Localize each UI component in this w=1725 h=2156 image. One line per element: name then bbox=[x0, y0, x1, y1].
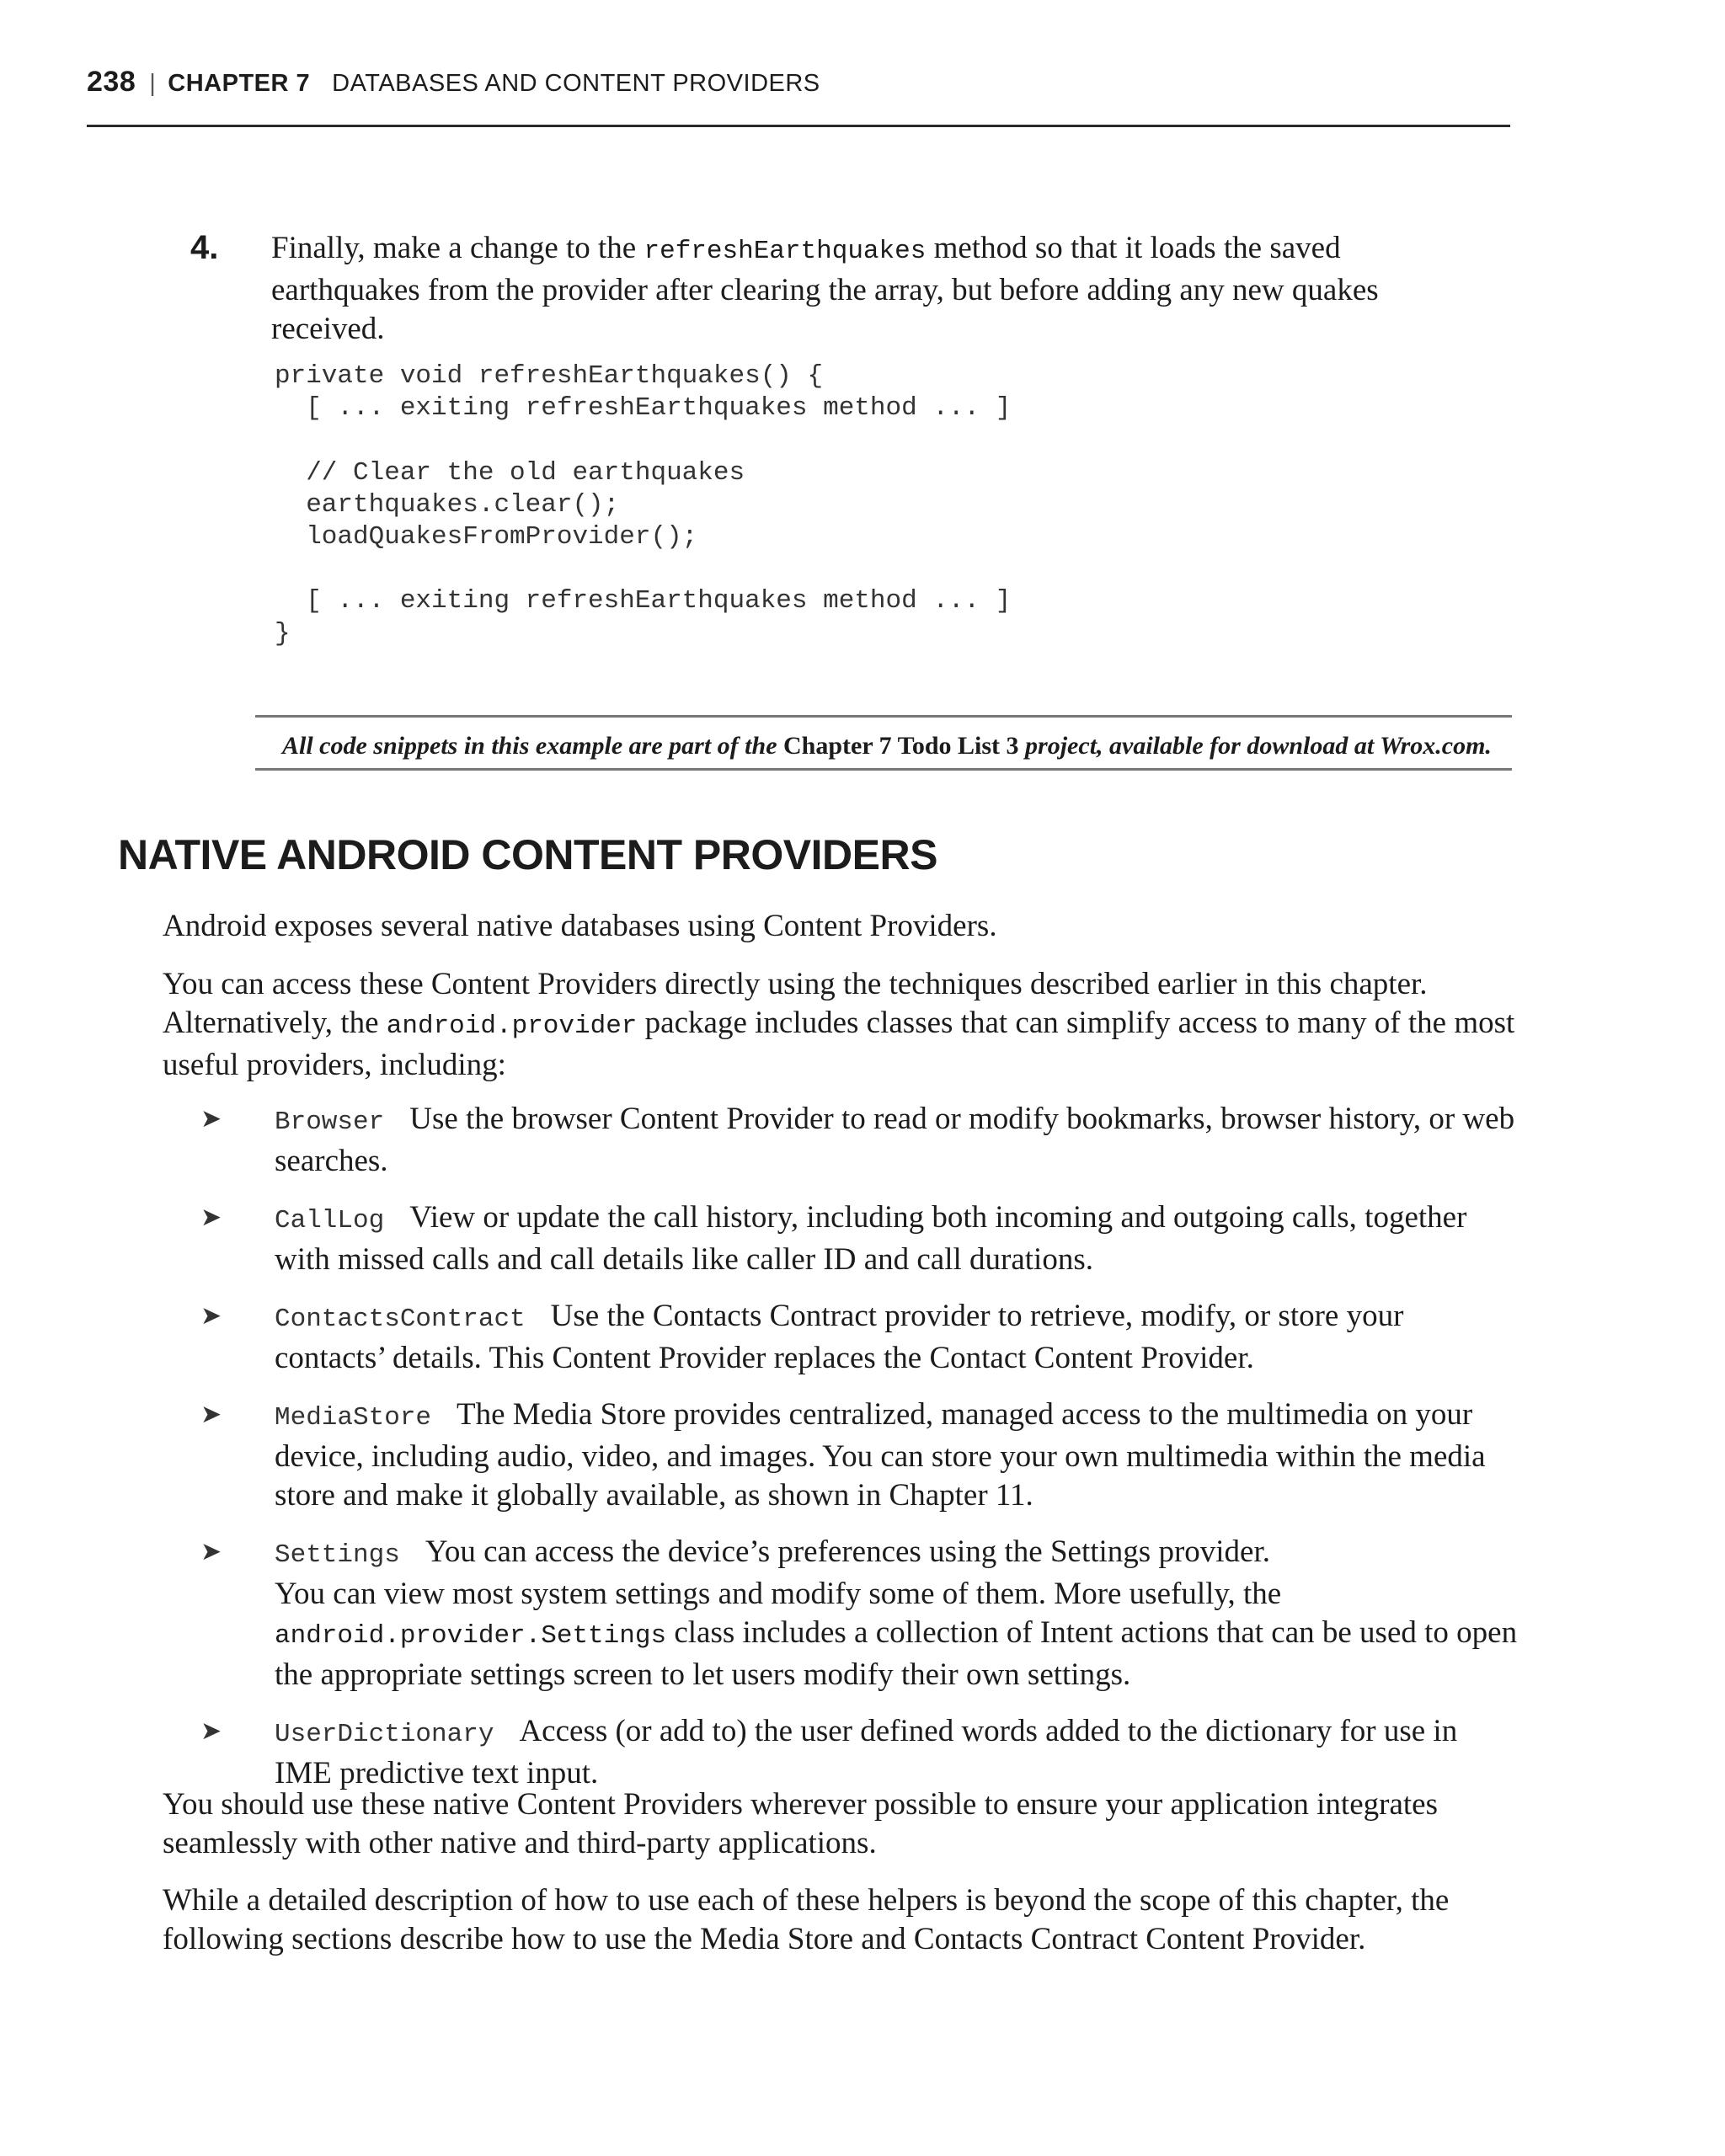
paragraph-scope: While a detailed description of how to use each of these helpers is beyond the scope of this chapter, the following sections describe how to use the Media Store and Contacts Contract Content Provider. bbox=[163, 1883, 1450, 1956]
section-heading: NATIVE ANDROID CONTENT PROVIDERS bbox=[118, 831, 937, 878]
running-head-separator: | bbox=[149, 70, 157, 97]
paragraph-access bbox=[163, 965, 1519, 1085]
provider-list bbox=[163, 1100, 1519, 1811]
arrow-bullet-icon: ➤ bbox=[200, 1203, 222, 1232]
list-item bbox=[163, 1712, 1519, 1793]
arrow-bullet-icon: ➤ bbox=[200, 1716, 222, 1746]
list-item bbox=[163, 1100, 1519, 1181]
step-text-after: method so that it loads the saved earthquakes from the provider after clearing the array, but before adding any new quakes received. bbox=[271, 231, 1379, 346]
provider-term: ContactsContract bbox=[275, 1305, 526, 1334]
provider-inline-code: android.provider.Settings bbox=[275, 1621, 667, 1651]
step-text bbox=[271, 229, 1484, 349]
note-project-name: Chapter 7 Todo List 3 bbox=[783, 732, 1019, 760]
code-listing: private void refreshEarthquakes() { [ ... exiting refreshEarthquakes method ... ] // Clear the old earthquakes earthquakes.clear(); loadQuakesFromProvider(); [ ... exiting refreshEarthquakes method ... ] } bbox=[275, 361, 1012, 648]
chapter-title: DATABASES AND CONTENT PROVIDERS bbox=[332, 70, 820, 97]
paragraph-intro: Android exposes several native databases using Content Providers. bbox=[163, 909, 997, 943]
paragraph-recommendation: You should use these native Content Providers wherever possible to ensure your application integrates seamlessly with other native and third-party applications. bbox=[163, 1787, 1438, 1860]
note-rule-top bbox=[255, 715, 1512, 718]
list-item bbox=[163, 1297, 1519, 1378]
list-item bbox=[163, 1396, 1519, 1515]
header-rule bbox=[87, 125, 1510, 127]
provider-description-end: class includes a collection of Intent actions that can be used to open the appropriate settings screen to let users modify their own settings. bbox=[275, 1615, 1518, 1692]
provider-description: View or update the call history, including both incoming and outgoing calls, together with missed calls and call details like caller ID and call durations. bbox=[275, 1200, 1467, 1277]
note-rule-bottom bbox=[255, 768, 1512, 771]
provider-description-continued: You can view most system settings and modify some of them. More usefully, the bbox=[275, 1577, 1282, 1611]
list-item bbox=[163, 1533, 1519, 1694]
provider-term: UserDictionary bbox=[275, 1720, 494, 1749]
provider-term: MediaStore bbox=[275, 1403, 432, 1433]
paragraph-access-after: package includes classes that can simplify access to many of the most useful providers, including: bbox=[163, 1006, 1515, 1082]
arrow-bullet-icon: ➤ bbox=[200, 1537, 222, 1566]
provider-description: Use the Contacts Contract provider to retrieve, modify, or store your contacts’ details. This Content Provider replaces the Contact Content Provider. bbox=[275, 1299, 1404, 1375]
provider-description: The Media Store provides centralized, managed access to the multimedia on your device, including audio, video, and images. You can store your own multimedia within the media store and make it globally available, as shown in Chapter 11. bbox=[275, 1397, 1486, 1513]
provider-description: You can access the device’s preferences using the Settings provider. bbox=[425, 1534, 1271, 1569]
chapter-label: CHAPTER 7 bbox=[168, 70, 311, 97]
paragraph-access-code: android.provider bbox=[386, 1011, 638, 1041]
step-text-before: Finally, make a change to the bbox=[271, 231, 644, 265]
step-number: 4. bbox=[190, 229, 219, 266]
arrow-bullet-icon: ➤ bbox=[200, 1301, 222, 1331]
provider-description: Access (or add to) the user defined words added to the dictionary for use in IME predictive text input. bbox=[275, 1714, 1458, 1790]
download-note bbox=[282, 729, 1512, 763]
arrow-bullet-icon: ➤ bbox=[200, 1400, 222, 1429]
page-number: 238 bbox=[87, 66, 136, 98]
list-item bbox=[163, 1198, 1519, 1279]
running-head bbox=[87, 66, 1510, 103]
provider-term: Browser bbox=[275, 1107, 385, 1137]
note-part-1: All code snippets in this example are part of the bbox=[282, 732, 784, 760]
provider-description: Use the browser Content Provider to read or modify bookmarks, browser history, or web searches. bbox=[275, 1102, 1515, 1178]
paragraph-access-before: You can access these Content Providers directly using the techniques described earlier in this chapter. Alternatively, the bbox=[163, 967, 1428, 1040]
step-inline-code: refreshEarthquakes bbox=[644, 237, 927, 266]
arrow-bullet-icon: ➤ bbox=[200, 1104, 222, 1134]
provider-term: Settings bbox=[275, 1540, 400, 1570]
provider-term: CallLog bbox=[275, 1206, 385, 1235]
note-part-2: project, available for download at Wrox.com. bbox=[1018, 732, 1492, 760]
